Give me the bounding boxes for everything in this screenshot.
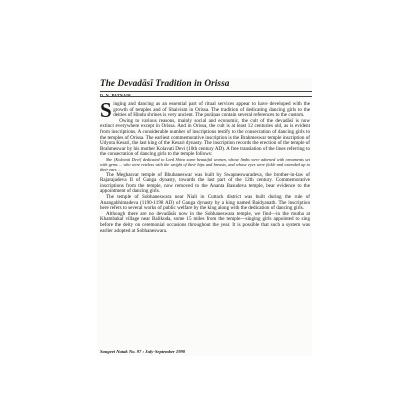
title-rule [100,91,312,92]
journal-footer: Sangeet Natak No. 97 : July-September 1990 [100,349,186,354]
paragraph: The Meghasvar temple of Bhubaneswar was built by Swapneswaradeva, the brother-in-law of Rajarajadeva II of Ganga dynasty, towards the last part of the 12th century. Commemorative inscriptions from the temple, now removed to the Ananta Basudeva temple, bear evidence to the appointment of dancing girls. [100,171,310,195]
paragraph [100,98,310,122]
block-quote: She [Kolavati Devi] dedicated to Lord Shiva some beautiful women, whose limbs were adorned with ornaments set with gems ... who were restless with the weight of their hips and breasts, and whose eyes were fickle and extended up to their ears ... [100,156,310,172]
journal-page [97,78,312,356]
paragraph: The temple of Sobhaneswara near Niali in Cuttack district was built during the rule of Anangabhimadeva (1190-1198 AD) of Ganga dynasty by a king named Baidyanath. The inscription here refers to several works of public welfare by the king along with the dedication of dancing girls. [100,194,310,212]
article-title: The Devadāsī Tradition in Orissa [100,78,230,88]
paragraph-text: inging and dancing as an essential part of ritual services appear to have developed with the growth of temples and of Shaivism in Orissa. The tradition of dedicating dancing girls to the deities of Hindu shrines is very ancient. The purāṇas contain several references to the custom. [113,101,310,119]
author-rule [100,96,312,97]
paragraph: Although there are no devadāsīs now in the Sobhaneswara temple, we find—in the mutha at Khambakal village near Balikuda, some 15 miles from the temple—singing girls appointed to sing before the deity on ceremonial occasions throughout the year. It is possible that such a system was earlier adopted at Sobhaneswara. [100,210,310,234]
article-body [100,98,310,234]
drop-cap: S [100,98,112,122]
author-byline: D. N. PATNAIK [100,92,132,98]
paragraph: Owing to various reasons, mainly social and economic, the cult of the devadāsī is now extinct everywhere except in Orissa. And in Orissa, the cult is at least 12 centuries old, as is evident from inscriptions. A considerable number of inscriptions testify to the consecration of dancing girls to the temples of Orissa. The earliest commemorative inscription is the Brahmeswar temple inscription of Udyota Kesari, the last king of the Kesari dynasty. The inscription records the erection of the temple of Brahmeswar by his mother Kolavati Devi (10th century AD). A free translation of the lines referring to the consecration of dancing girls to the temple follows: [100,117,310,158]
